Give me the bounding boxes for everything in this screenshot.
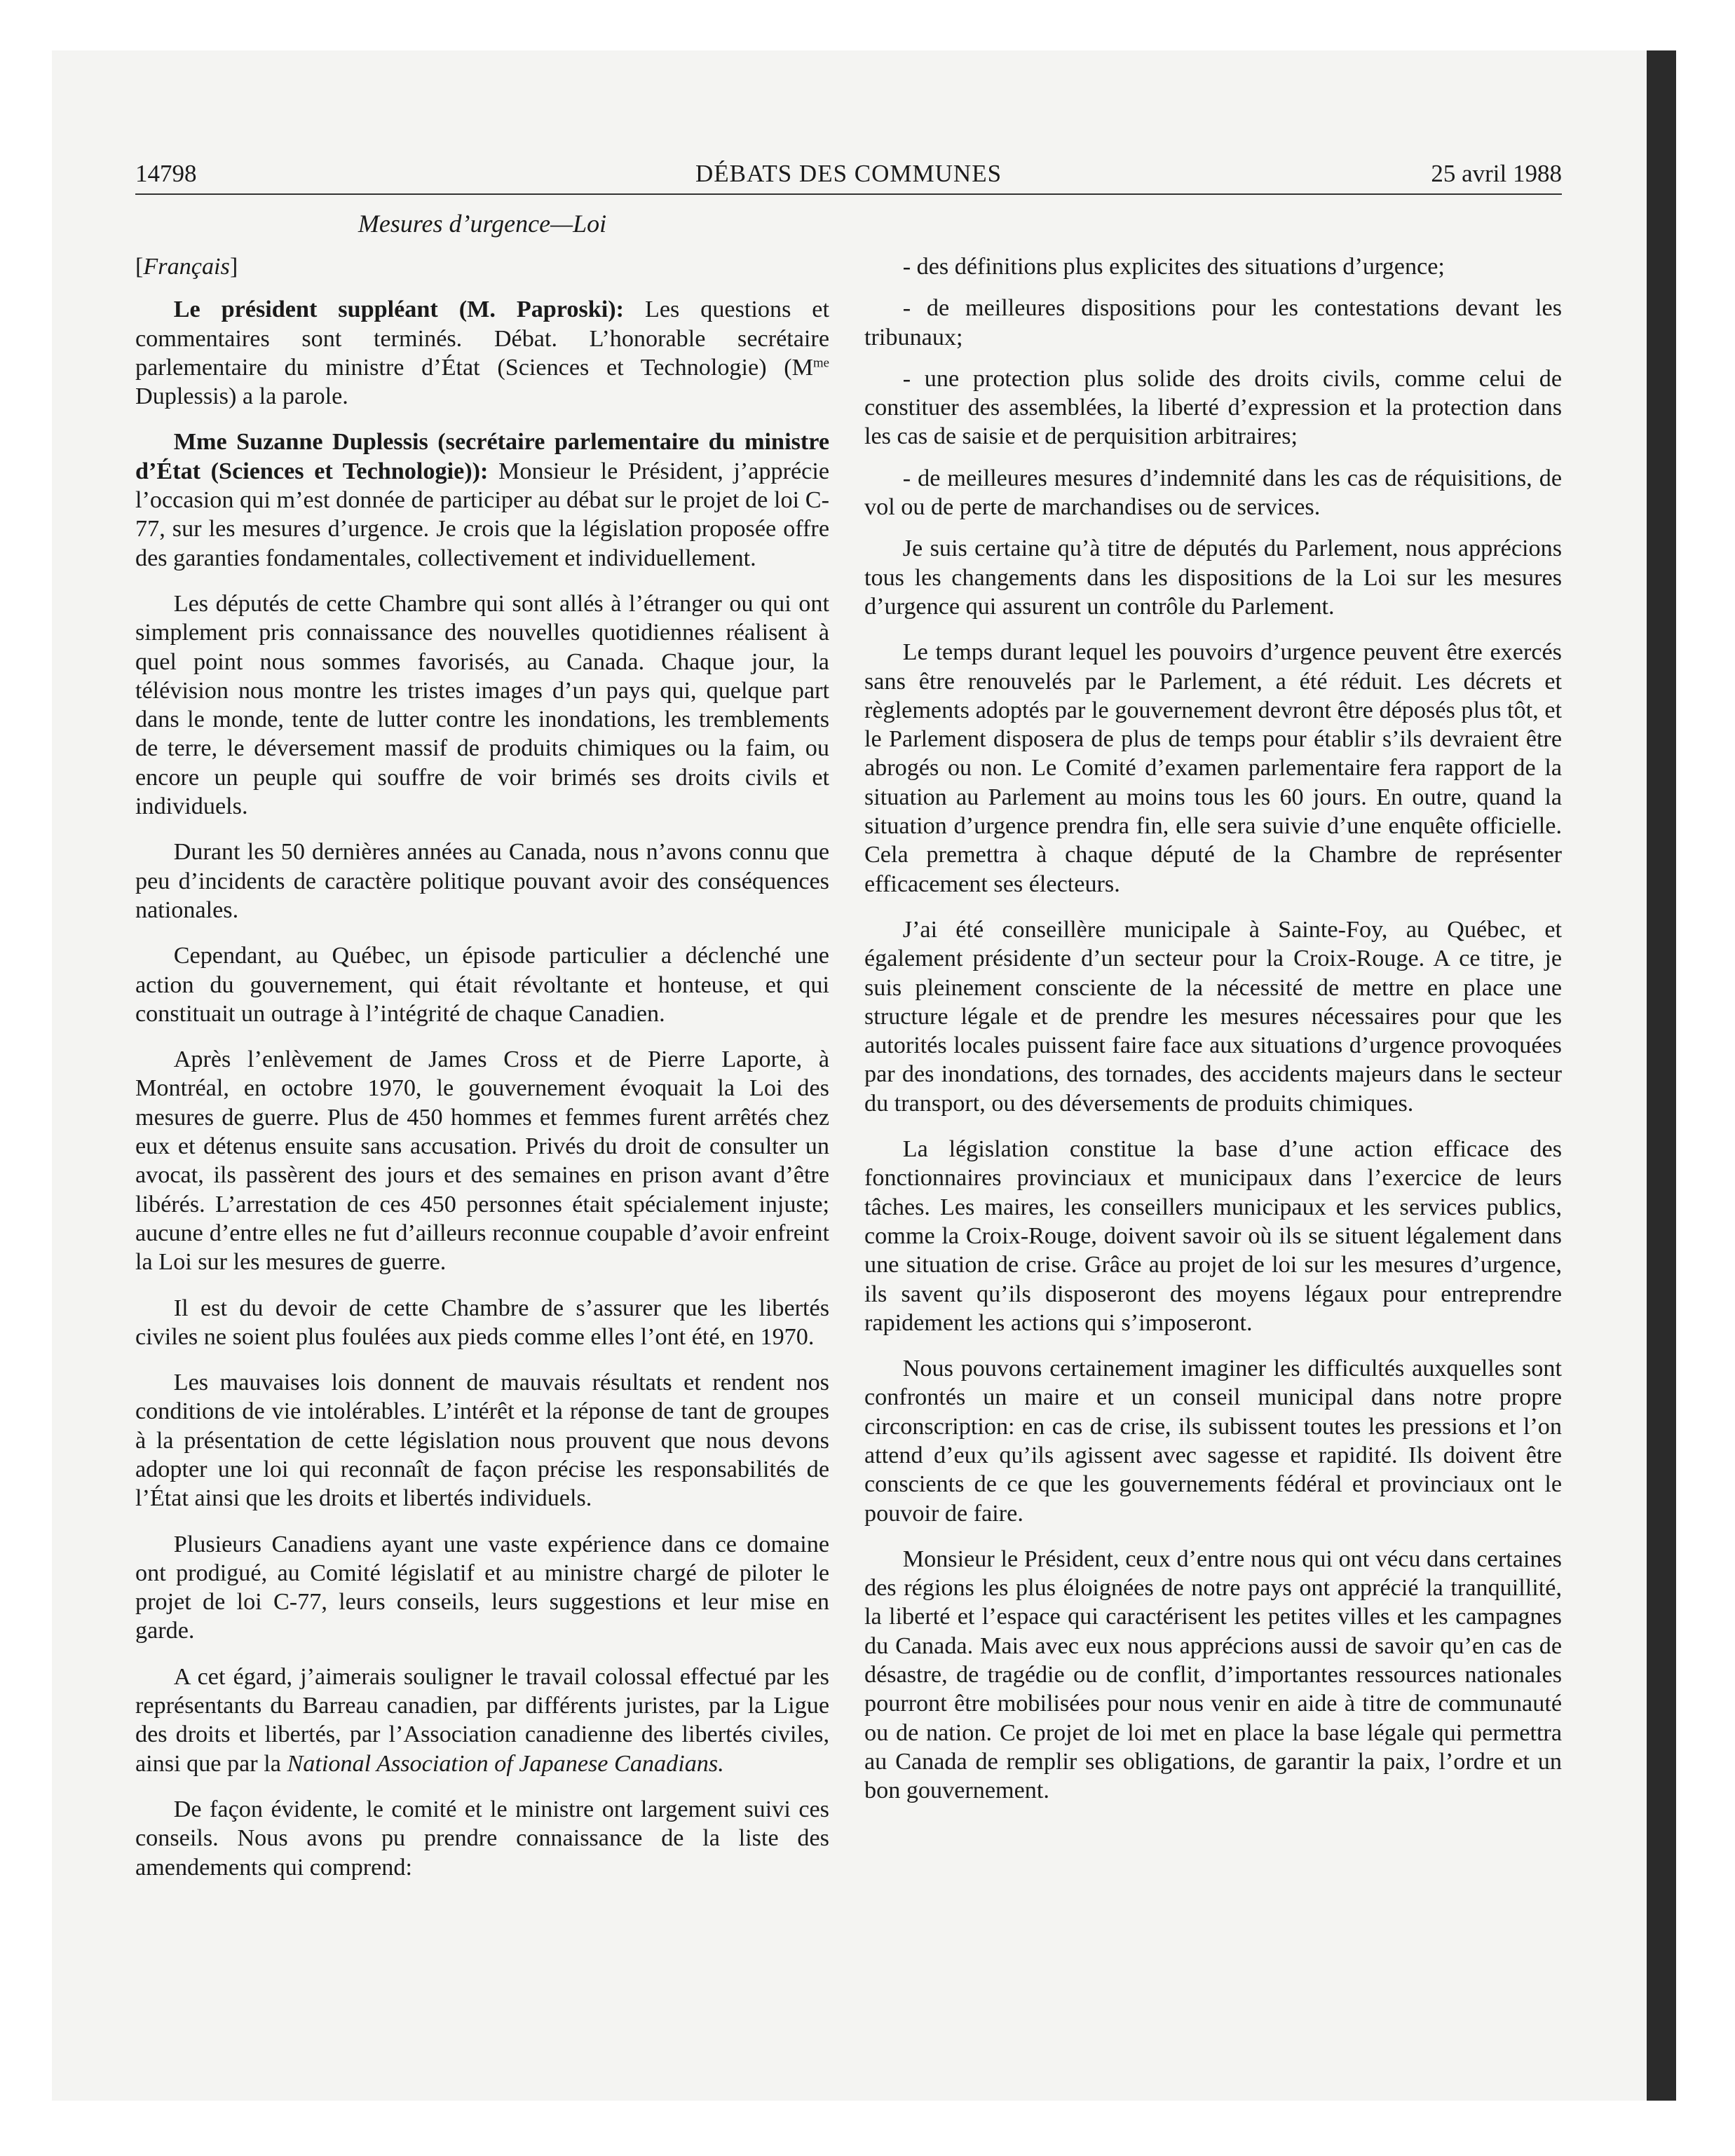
- page-header: [135, 160, 1562, 195]
- paragraph: J’ai été conseillère municipale à Sainte-Foy, au Québec, et également présidente d’un secteur pour la Croix-Rouge. A ce titre, je suis pleinement consciente de la nécessité de mettre en place une structure légale et de prendre les mesures nécessaires pour que les autorités locales puissent faire face aux situations d’urgence provoquées par des inondations, des tornades, des accidents majeurs dans le secteur du transport, ou des déversements de produits chimiques.: [864, 916, 1562, 1117]
- paragraph: Durant les 50 dernières années au Canada, nous n’avons connu que peu d’incidents de caractère politique pouvant avoir des conséquences nationales.: [135, 839, 829, 923]
- paragraph: Cependant, au Québec, un épisode particulier a déclenché une action du gouvernement, qui était révoltante et honteuse, et qui constituait un outrage à l’intégrité de chaque Canadien.: [135, 943, 829, 1027]
- paragraph: Mme Suzanne Duplessis (secrétaire parlementaire du ministre d’État (Sciences et Technologie)): Monsieur le Président, j’apprécie l’occasion qui m’est donnée de participer au débat sur le projet de loi C-77, sur les mesures d’urgence. Je crois que la législation proposée offre des garanties fondamentales, collectivement et individuellement.: [135, 429, 829, 571]
- speaker-name: Le président suppléant (M. Paproski):: [173, 296, 625, 323]
- scan-edge-bar: [1647, 50, 1676, 2101]
- language-label: Français: [143, 254, 230, 280]
- paragraph: La législation constitue la base d’une action efficace des fonctionnaires provinciaux et municipaux dans l’exercice de leurs tâches. Les maires, les conseillers municipaux et les services publics, comme la Croix-Rouge, doivent savoir où ils se situent légalement dans une situation de crise. Grâce au projet de loi sur les mesures d’urgence, ils savent qu’ils disposeront des moyens légaux pour entreprendre rapidement les actions qui s’imposeront.: [864, 1136, 1562, 1336]
- language-marker: [Français]: [135, 254, 238, 280]
- paragraph: Nous pouvons certainement imaginer les difficultés auxquelles sont confrontés un maire et un conseil municipal dans notre propre circonscription: en cas de crise, ils subissent toutes les pressions et l’on attend d’eux qu’ils agissent avec sagesse et rapidité. Ils doivent être conscients de ce que les gouvernements fédéral et provinciaux ont le pouvoir de faire.: [864, 1356, 1562, 1527]
- paragraph: A cet égard, j’aimerais souligner le travail colossal effectué par les représentants du Barreau canadien, par différents juristes, par la Ligue des droits et libertés, par l’Association canadienne des libertés civiles, ainsi que par la National Association of Japanese Canadians.: [135, 1663, 829, 1777]
- paragraph: Les députés de cette Chambre qui sont allés à l’étranger ou qui ont simplement pris connaissance des nouvelles quotidiennes réalisent à quel point nous sommes favorisés, au Canada. Chaque jour, la télévision nous montre les tristes images d’un pays qui, quelque part dans le monde, tente de lutter contre les inondations, les tremblements de terre, le déversement massif de produits chimiques ou la faim, ou encore un peuple qui souffre de voir brimés ses droits civils et individuels.: [135, 590, 829, 820]
- paragraph: Les mauvaises lois donnent de mauvais résultats et rendent nos conditions de vie intolérables. L’intérêt et la réponse de tant de groupes à la présentation de cette législation nous prouvent que nous devons adopter une loi qui reconnaît de façon précise les responsabilités de l’État ainsi que les droits et libertés individuels.: [135, 1370, 829, 1512]
- subject-heading: Mesures d’urgence—Loi: [358, 210, 607, 238]
- page-number: 14798: [135, 160, 197, 187]
- organization-name: National Association of Japanese Canadians.: [287, 1750, 724, 1777]
- paragraph: Le président suppléant (M. Paproski): Les questions et commentaires sont terminés. Débat. L’honorable secrétaire parlementaire du ministre d’État (Sciences et Technologie) ($M^{me}$ Duplessis) a la parole.: [135, 296, 829, 410]
- paragraph: Je suis certaine qu’à titre de députés du Parlement, nous apprécions tous les changements dans les dispositions de la Loi sur les mesures d’urgence qui assurent un contrôle du Parlement.: [864, 535, 1562, 620]
- amendment-item: - une protection plus solide des droits civils, comme celui de constituer des assemblées, la liberté d’expression et la protection dans les cas de saisie et de perquisition arbitraires;: [864, 365, 1562, 450]
- amendment-item: - de meilleures mesures d’indemnité dans les cas de réquisitions, de vol ou de perte de marchandises ou de services.: [864, 465, 1562, 521]
- amendment-item: - des définitions plus explicites des situations d’urgence;: [902, 254, 1445, 280]
- amendment-item: - de meilleures dispositions pour les contestations devant les tribunaux;: [864, 295, 1562, 350]
- right-column: [864, 252, 1562, 1822]
- paragraph: De façon évidente, le comité et le ministre ont largement suivi ces conseils. Nous avons pu prendre connaissance de la liste des amendements qui comprend:: [135, 1796, 829, 1881]
- paragraph: Monsieur le Président, ceux d’entre nous qui ont vécu dans certaines des régions les plus éloignées de notre pays ont apprécié la tranquillité, la liberté et l’espace qui caractérisent les petites villes et les campagnes du Canada. Mais avec eux nous apprécions aussi de savoir qu’en cas de désastre, de tragédie ou de conflit, d’importantes ressources nationales pourront être mobilisées pour nous venir en aide à titre de communauté ou de nation. Ce projet de loi met en place la base légale qui permettra au Canada de remplir ses obligations, de garantir la paix, l’ordre et un bon gouvernement.: [864, 1546, 1562, 1804]
- paragraph: Le temps durant lequel les pouvoirs d’urgence peuvent être exercés sans être renouvelés par le Parlement, a été réduit. Les décrets et règlements adoptés par le gouvernement devront être déposés plus tôt, et le Parlement disposera de plus de temps pour établir s’ils devraient être abrogés ou non. Le Comité d’examen parlementaire fera rapport de la situation au Parlement au moins tous les 60 jours. En outre, quand la situation d’urgence prendra fin, elle sera suivie d’une enquête officielle. Cela premettra à chaque député de la Chambre de représenter efficacement ses électeurs.: [864, 639, 1562, 897]
- paragraph: Après l’enlèvement de James Cross et de Pierre Laporte, à Montréal, en octobre 1970, le gouvernement évoquait la Loi des mesures de guerre. Plus de 450 hommes et femmes furent arrêtés chez eux et détenus ensuite sans accusation. Privés du droit de consulter un avocat, ils passèrent des jours et des semaines en prison avant d’être libérés. L’arrestation de ces 450 personnes était spécialement injuste; aucune d’entre elles ne fut d’ailleurs reconnue coupable d’avoir enfreint la Loi sur les mesures de guerre.: [135, 1046, 829, 1276]
- left-column: [135, 252, 829, 1899]
- paragraph: Il est du devoir de cette Chambre de s’assurer que les libertés civiles ne soient plus foulées aux pieds comme elles l’ont été, en 1970.: [135, 1295, 829, 1350]
- speaker-name: Mme Suzanne Duplessis (secrétaire parlementaire du ministre d’État (Sciences et Technologie)):: [135, 429, 829, 484]
- publication-title: DÉBATS DES COMMUNES: [695, 160, 1002, 187]
- paragraph: Plusieurs Canadiens ayant une vaste expérience dans ce domaine ont prodigué, au Comité législatif et au ministre chargé de piloter le projet de loi C-77, leurs conseils, leurs suggestions et leur mise en garde.: [135, 1531, 829, 1644]
- publication-date: 25 avril 1988: [1431, 160, 1562, 187]
